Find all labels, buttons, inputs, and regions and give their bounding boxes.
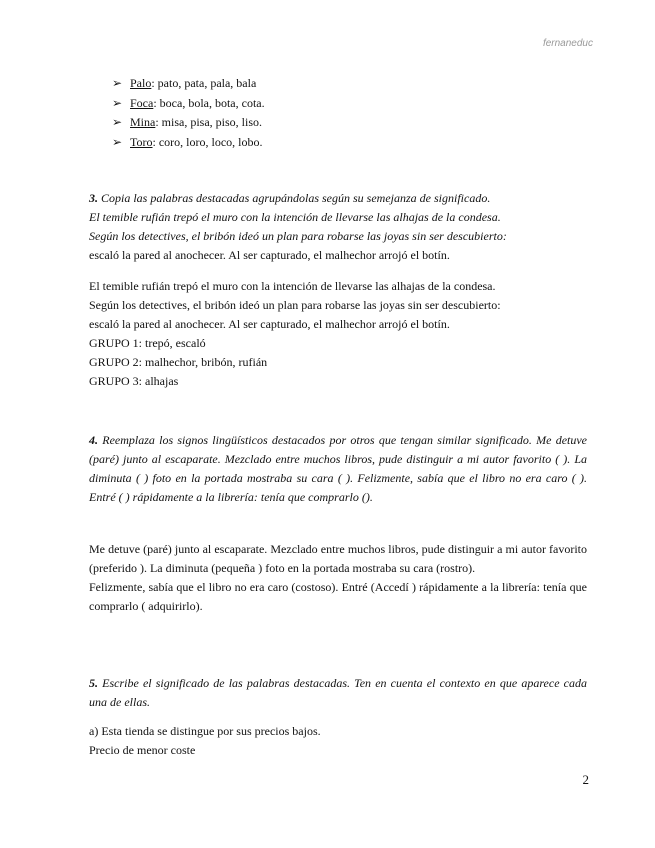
list-item-words: : pato, pata, pala, bala bbox=[151, 76, 257, 90]
arrow-bullet-icon: ➢ bbox=[112, 134, 123, 149]
list-item-key: Mina bbox=[130, 115, 156, 129]
exercise-3-answer bbox=[89, 277, 587, 391]
page-header-author: fernaneduc bbox=[542, 38, 593, 49]
list-item bbox=[112, 94, 265, 114]
exercise-3-text-line: Según los detectives, el bribón ideó un plan para robarse las joyas sin ser descubierto: bbox=[89, 229, 507, 243]
exercise-3-text-line: escaló la pared al anochecer. Al ser capturado, el malhechor arrojó el botín. bbox=[89, 248, 450, 262]
exercise-3-instruction-text: Copia las palabras destacadas agrupándolas según su semejanza de significado. bbox=[101, 191, 491, 205]
answer-line: El temible rufián trepó el muro con la intención de llevarse las alhajas de la condesa. bbox=[89, 279, 496, 293]
exercise-3 bbox=[89, 189, 587, 265]
group-line: GRUPO 2: malhechor, bribón, rufián bbox=[89, 355, 268, 369]
list-item bbox=[112, 113, 265, 133]
exercise-3-number: 3. bbox=[89, 191, 98, 205]
exercise-4-instruction-text: Reemplaza los signos lingüísticos destacados por otros que tengan similar significado. Me detuve (paré) junto al escaparate. Mezclado entre muchos libros, pude distinguir a mi autor favorito ( ). La diminuta ( ) foto en la portada mostraba su cara ( ). Felizmente, sabía que el libro no era caro ( ). Entré ( ) rápidamente a la librería: tenía que comprarlo (). bbox=[89, 433, 588, 504]
exercise-4-answer bbox=[89, 540, 587, 616]
arrow-bullet-icon: ➢ bbox=[112, 95, 123, 110]
group-line: GRUPO 1: trepó, escaló bbox=[89, 336, 206, 350]
arrow-bullet-icon: ➢ bbox=[112, 115, 123, 129]
list-item-key: Palo bbox=[130, 76, 152, 90]
answer-line: escaló la pared al anochecer. Al ser capturado, el malhechor arrojó el botín. bbox=[89, 317, 450, 331]
page-number: 2 bbox=[582, 772, 589, 787]
list-item-key: Toro bbox=[130, 134, 153, 149]
answer-paragraph: Felizmente, sabía que el libro no era caro (costoso). Entré (Accedí ) rápidamente a la librería: tenía que comprarlo ( adquirirlo). bbox=[89, 580, 587, 613]
answer-paragraph: Me detuve (paré) junto al escaparate. Mezclado entre muchos libros, pude distinguir a mi autor favorito (preferido ). La diminuta (pequeña ) foto en la portada mostraba su cara (rostro). bbox=[89, 542, 587, 575]
group-line: GRUPO 3: alhajas bbox=[89, 374, 179, 388]
list-item-words: : boca, bola, bota, cota. bbox=[153, 95, 265, 110]
answer-line: Según los detectives, el bribón ideó un plan para robarse las joyas sin ser descubierto: bbox=[89, 298, 501, 312]
exercise-4-instruction bbox=[89, 431, 587, 507]
list-item-words: : coro, loro, loco, lobo. bbox=[152, 134, 263, 149]
arrow-bullet-icon: ➢ bbox=[112, 76, 123, 90]
exercise-4-number: 4. bbox=[89, 433, 98, 447]
exercise-3-text-line: El temible rufián trepó el muro con la intención de llevarse las alhajas de la condesa. bbox=[89, 210, 501, 224]
list-item bbox=[112, 74, 265, 94]
list-item bbox=[112, 133, 265, 153]
exercise-5-number: 5. bbox=[89, 676, 98, 690]
exercise-5-instruction-text: Escribe el significado de las palabras destacadas. Ten en cuenta el contexto en que aparece cada una de ellas. bbox=[89, 676, 588, 709]
list-item-key: Foca bbox=[130, 95, 154, 110]
list-item-words: : misa, pisa, piso, liso. bbox=[155, 115, 263, 129]
answer-line: Precio de menor coste bbox=[89, 743, 196, 757]
word-list bbox=[112, 74, 265, 152]
exercise-3-instruction bbox=[89, 189, 587, 208]
exercise-5-answer bbox=[89, 722, 587, 760]
exercise-5-line-a: a) Esta tienda se distingue por sus precios bajos. bbox=[89, 724, 321, 738]
exercise-5-instruction bbox=[89, 674, 587, 712]
